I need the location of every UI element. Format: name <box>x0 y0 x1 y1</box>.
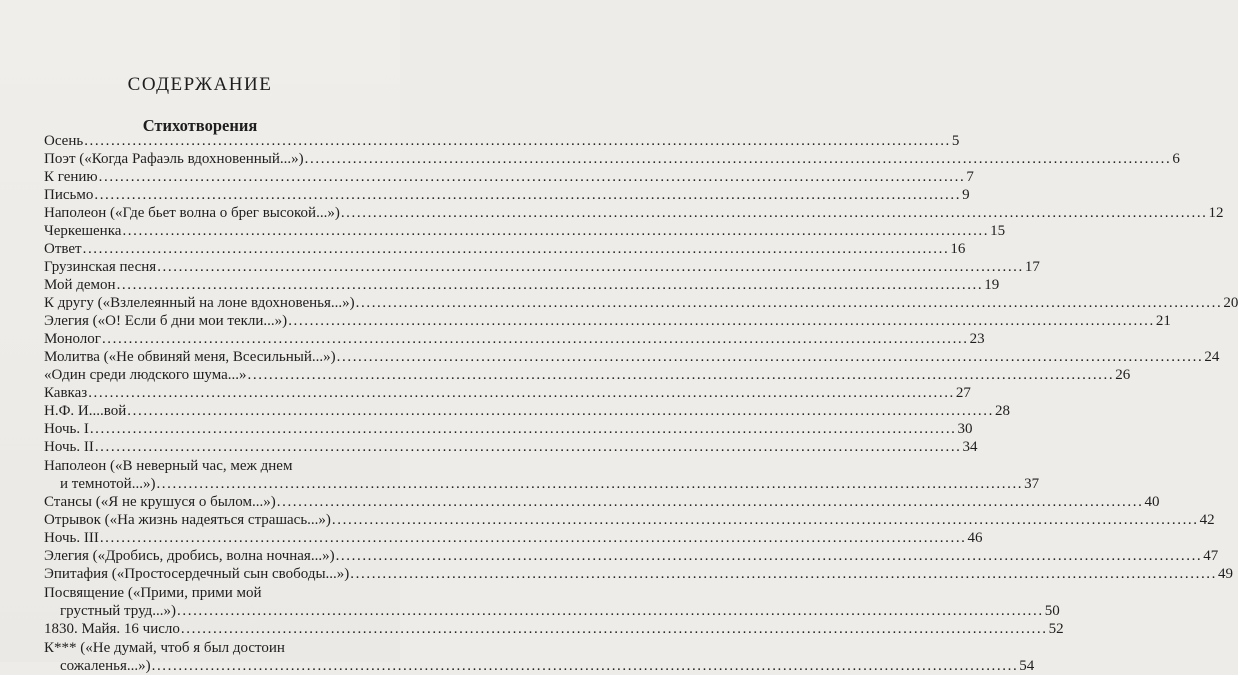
toc-entry <box>44 402 1010 420</box>
entry-title: Элегия («О! Если б дни мои текли...») <box>44 313 288 329</box>
entry-title: Черкешенка <box>44 223 122 239</box>
entry-page: 20 <box>1223 295 1238 311</box>
toc-entry <box>44 475 1040 493</box>
entry-page: 37 <box>1024 476 1040 492</box>
entry-title: Кавказ <box>44 385 88 401</box>
entry-page: 7 <box>966 169 974 185</box>
toc-entry <box>44 294 1238 312</box>
entry-title-line1: Посвящение («Прими, прими мой <box>44 585 262 601</box>
entry-page: 26 <box>1115 367 1131 383</box>
entry-page: 15 <box>990 223 1006 239</box>
dot-leader <box>151 657 1020 675</box>
dot-leader <box>89 420 958 438</box>
entry-title: Мой демон <box>44 277 116 293</box>
toc-entry <box>44 222 1006 240</box>
entry-page: 42 <box>1199 512 1215 528</box>
toc-heading: СОДЕРЖАНИЕ <box>127 74 273 95</box>
entry-page: 46 <box>967 530 983 546</box>
entry-title: «Один среди людского шума...» <box>44 367 247 383</box>
toc-entry <box>44 420 973 438</box>
toc-entry <box>44 348 1220 366</box>
toc-entry <box>44 132 960 150</box>
toc-entry <box>44 312 1171 330</box>
toc-entry <box>44 330 985 348</box>
toc-entry <box>44 620 1064 638</box>
dot-leader <box>331 511 1200 529</box>
dot-leader <box>180 620 1049 638</box>
entry-page: 47 <box>1203 548 1219 564</box>
toc-entry <box>44 493 1160 511</box>
dot-leader <box>247 366 1116 384</box>
dot-leader <box>336 348 1205 366</box>
entry-title: Эпитафия («Простосердечный сын свободы...») <box>44 566 350 582</box>
entry-title: Поэт («Когда Рафаэль вдохновенный...») <box>44 151 304 167</box>
dot-leader <box>176 602 1045 620</box>
dot-leader <box>335 547 1204 565</box>
entry-page: 30 <box>957 421 973 437</box>
entry-title: Ночь. III <box>44 530 99 546</box>
toc-entry <box>44 258 1040 276</box>
entry-page: 50 <box>1044 603 1060 619</box>
dot-leader <box>155 475 1024 493</box>
entry-page: 40 <box>1144 494 1160 510</box>
entry-title: Ответ <box>44 241 82 257</box>
entry-page: 6 <box>1172 151 1180 167</box>
entry-title: К другу («Взлелеянный на лоне вдохновенья...») <box>44 295 355 311</box>
toc-entry <box>44 204 1224 222</box>
entry-page: 34 <box>962 439 978 455</box>
dot-leader <box>101 330 970 348</box>
dot-leader <box>287 312 1156 330</box>
toc-entry <box>44 240 966 258</box>
toc-entry <box>44 565 1233 583</box>
toc-entry <box>44 186 970 204</box>
toc-entry <box>44 602 1060 620</box>
toc-entry <box>44 657 1035 675</box>
toc-entry-multiline <box>44 584 1060 620</box>
entry-title: Осень <box>44 133 84 149</box>
toc-entry <box>44 366 1131 384</box>
entry-page: 5 <box>951 133 960 149</box>
dot-leader <box>126 402 995 420</box>
entry-title: грустный труд...») <box>60 603 177 619</box>
entry-page: 27 <box>955 385 971 401</box>
entry-title: Письмо <box>44 187 94 203</box>
dot-leader <box>349 565 1218 583</box>
entry-title: К гению <box>44 169 98 185</box>
entry-title: Отрывок («На жизнь надеяться страшась...») <box>44 512 331 528</box>
entry-page: 21 <box>1155 313 1171 329</box>
dot-leader <box>121 222 990 240</box>
entry-title: Монолог <box>44 331 101 347</box>
entry-page: 19 <box>984 277 1000 293</box>
entry-page: 28 <box>994 403 1010 419</box>
toc-entry <box>44 529 983 547</box>
entry-title: сожаленья...») <box>60 658 151 674</box>
table-of-contents <box>44 132 1238 675</box>
entry-page: 54 <box>1019 658 1035 674</box>
toc-entry <box>44 276 1000 294</box>
section-heading: Стихотворения <box>142 116 258 135</box>
entry-title: Н.Ф. И....вой <box>44 403 127 419</box>
entry-title-line1: К*** («Не думай, чтоб я был достоин <box>44 640 285 656</box>
entry-title: Стансы («Я не крушуся о былом...») <box>44 494 276 510</box>
entry-title: и темнотой...») <box>60 476 156 492</box>
toc-entry <box>44 438 978 456</box>
dot-leader <box>82 240 951 258</box>
toc-entry <box>44 384 971 402</box>
toc-entry <box>44 511 1215 529</box>
entry-page: 9 <box>962 187 970 203</box>
entry-page: 16 <box>950 241 966 257</box>
dot-leader <box>340 204 1209 222</box>
entry-title: Грузинская песня <box>44 259 157 275</box>
toc-entry-multiline <box>44 457 1040 493</box>
dot-leader <box>99 529 968 547</box>
toc-entry <box>44 547 1219 565</box>
entry-title: Молитва («Не обвиняй меня, Всесильный...») <box>44 349 336 365</box>
entry-title: Ночь. I <box>44 421 89 437</box>
dot-leader <box>87 384 956 402</box>
toc-entry-multiline <box>44 639 1035 675</box>
toc-entry <box>44 150 1180 168</box>
dot-leader <box>276 493 1145 511</box>
dot-leader <box>94 438 963 456</box>
entry-title-line1: Наполеон («В неверный час, меж днем <box>44 458 293 474</box>
toc-entry <box>44 168 974 186</box>
dot-leader <box>156 258 1025 276</box>
dot-leader <box>304 150 1173 168</box>
dot-leader <box>83 132 952 150</box>
entry-page: 49 <box>1218 566 1233 582</box>
dot-leader <box>355 294 1224 312</box>
entry-title: 1830. Майя. 16 число <box>44 621 180 637</box>
entry-page: 52 <box>1048 621 1064 637</box>
dot-leader <box>116 276 985 294</box>
entry-page: 23 <box>969 331 985 347</box>
entry-title: Элегия («Дробись, дробись, волна ночная...») <box>44 548 335 564</box>
dot-leader <box>93 186 962 204</box>
entry-page: 12 <box>1208 205 1224 221</box>
entry-page: 17 <box>1024 259 1040 275</box>
entry-title: Наполеон («Где бьет волна о брег высокой...») <box>44 205 340 221</box>
dot-leader <box>98 168 967 186</box>
entry-page: 24 <box>1204 349 1220 365</box>
entry-title: Ночь. II <box>44 439 94 455</box>
